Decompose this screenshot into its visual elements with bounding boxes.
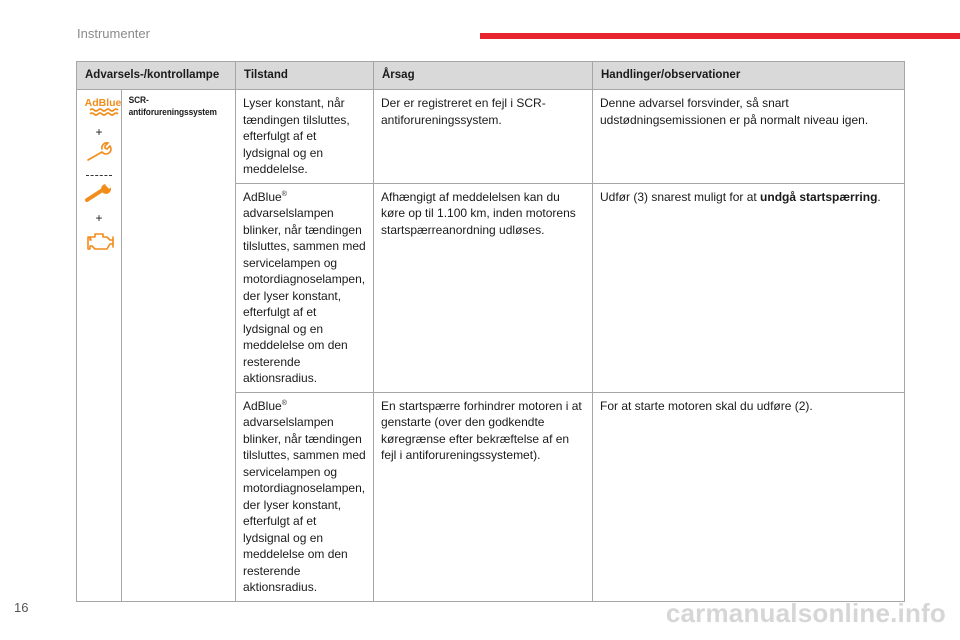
adblue-icon [84,95,122,122]
registered-mark: ® [281,399,287,407]
adblue-label: AdBlue [243,398,282,413]
plus-sign: + [95,124,103,139]
adblue-label: AdBlue [243,189,282,204]
plus-sign: + [95,211,103,225]
wrench-icon [84,142,114,169]
registered-mark: ® [281,190,287,198]
column-header: Handlinger/observationer [593,62,905,90]
action-emphasis: undgå startspærring [760,189,878,204]
condition-text: advarselslampen blinker, når tændingen tilsluttes, sammen med servicelampen og motordiagnoselampen, der lyser konstant, efterfulgt af et lydsignal og en meddelelse om den resterende aktionsradius. [243,415,366,594]
page-number: 16 [14,600,29,615]
condition-cell [236,392,374,601]
action-suffix: . [877,189,881,204]
wrench-icon [84,182,114,209]
warning-lamps-table [76,61,905,602]
cause-cell: Afhængigt af meddelelsen kan du køre op til 1.100 km, inden motorens startspærreanordning udløses. [374,183,593,392]
watermark: carmanualsonline.info [665,598,946,628]
condition-cell [236,183,374,392]
engine-icon [84,229,114,260]
cause-cell: Der er registreret en fejl i SCR-antiforureningssystem. [374,90,593,184]
action-text: Udfør (3) snarest muligt for at [600,189,761,204]
section-title: Instrumenter [77,26,150,41]
table-row [77,90,905,184]
column-header: Advarsels-/kontrollampe [77,62,236,90]
condition-text: advarselslampen blinker, når tændingen tilsluttes, sammen med servicelampen og motordiagnoselampen, der lyser konstant, efterfulgt af et lydsignal og en meddelelse om den resterende aktionsradius. [243,206,366,385]
header-accent-bar [480,33,960,39]
svg-text:AdBlue: AdBlue [84,97,122,109]
action-cell: Denne advarsel forsvinder, så snart udstødningsemissionen er på normalt niveau igen. [593,90,905,184]
cause-cell: En startspærre forhindrer motoren i at genstarte (over den godkendte køregrænse efter bekræftelse af en fejl i antiforureningssystemet). [374,392,593,601]
column-header: Årsag [374,62,593,90]
action-cell: For at starte motoren skal du udføre (2). [593,392,905,601]
action-cell [593,183,905,392]
condition-cell: Lyser konstant, når tændingen tilsluttes, efterfulgt af et lydsignal og en meddelelse. [236,90,374,184]
lamp-name: SCR-antiforureningssystem [122,90,222,602]
lamp-icons-cell [77,90,122,602]
column-header: Tilstand [236,62,374,90]
table-header-row [77,62,905,90]
divider [86,175,112,176]
